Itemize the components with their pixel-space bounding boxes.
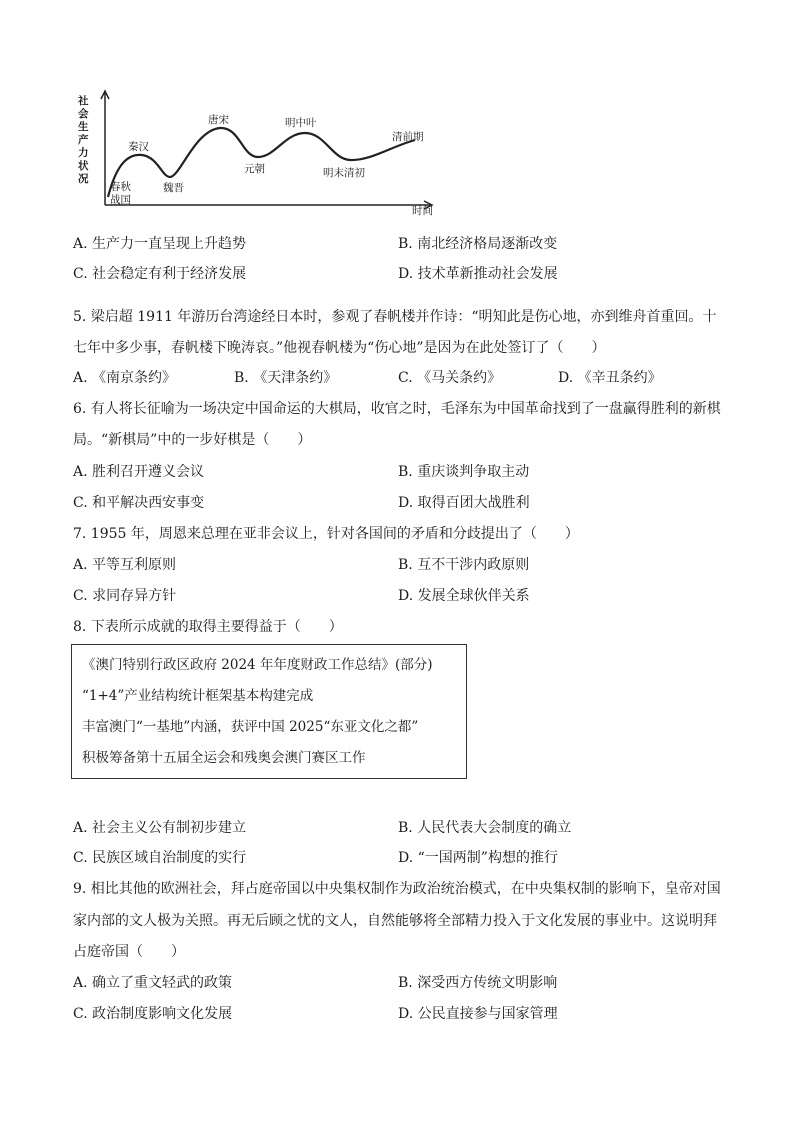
q7-option-b[interactable]: B. 互不干涉内政原则 [398, 557, 530, 573]
q8-option-d[interactable]: D. “一国两制”构想的推行 [398, 850, 558, 866]
label-qingqianqi: 清前期 [392, 131, 424, 143]
q8-stem-line1: 8. 下表所示成就的取得主要得益于（ ） [73, 619, 343, 635]
productivity-chart [70, 85, 450, 220]
q7-option-c[interactable]: C. 求同存异方针 [73, 588, 177, 604]
label-zhanguo: 战国 [110, 194, 131, 206]
q9-option-a[interactable]: A. 确立了重文轻武的政策 [73, 975, 233, 991]
q9-stem-line1: 9. 相比其他的欧洲社会，拜占庭帝国以中央集权制作为政治统治模式，在中央集权制的影响下，皇帝对国 [73, 881, 721, 897]
q4-option-b[interactable]: B. 南北经济格局逐渐改变 [398, 236, 558, 252]
q5-option-a[interactable]: A. 《南京条约》 [73, 370, 177, 386]
q8-option-a[interactable]: A. 社会主义公有制初步建立 [73, 820, 247, 836]
q8-option-b[interactable]: B. 人民代表大会制度的确立 [398, 820, 572, 836]
q4-option-a[interactable]: A. 生产力一直呈现上升趋势 [73, 236, 247, 252]
q8-table-row: 积极筹备第十五届全运会和残奥会澳门赛区工作 [82, 750, 366, 766]
q7-option-a[interactable]: A. 平等互利原则 [73, 557, 177, 573]
q4-option-d[interactable]: D. 技术革新推动社会发展 [398, 266, 558, 282]
label-weijin: 魏晋 [163, 182, 184, 194]
label-tangsong: 唐宋 [208, 114, 229, 126]
chart-xlabel: 时间 [412, 205, 433, 217]
ylabel-char: 状 [78, 160, 89, 172]
label-mingmoqingchu: 明末清初 [323, 167, 365, 179]
q5-stem-line2: 七年中多少事，春帆楼下晚涛哀。”他视春帆楼为“伤心地”是因为在此处签订了（ ） [73, 340, 606, 356]
q6-option-b[interactable]: B. 重庆谈判争取主动 [398, 464, 530, 480]
q7-stem-line1: 7. 1955 年，周恩来总理在亚非会议上，针对各国间的矛盾和分歧提出了（ ） [73, 526, 579, 542]
q5-stem-line1: 5. 梁启超 1911 年游历台湾途经日本时，参观了春帆楼并作诗：“明知此是伤心地，亦到维舟首重回。十 [73, 309, 717, 325]
label-yuanchao: 元朝 [244, 163, 265, 175]
ylabel-char: 生 [78, 121, 89, 133]
q6-option-c[interactable]: C. 和平解决西安事变 [73, 495, 205, 511]
label-qinhan: 秦汉 [128, 141, 149, 153]
q6-stem-line1: 6. 有人将长征喻为一场决定中国命运的大棋局，收官之时，毛泽东为中国革命找到了一盘赢得胜利的新棋 [73, 401, 721, 417]
q8-table-row: 丰富澳门“一基地”内涵，获评中国 2025“东亚文化之都” [82, 719, 419, 735]
q6-stem-line2: 局。“新棋局”中的一步好棋是（ ） [73, 432, 312, 448]
q8-table-row: “1+4”产业结构统计框架基本构建完成 [82, 688, 314, 704]
q9-option-d[interactable]: D. 公民直接参与国家管理 [398, 1006, 558, 1022]
q8-table-title: 《澳门特别行政区政府 2024 年年度财政工作总结》(部分) [82, 657, 433, 673]
q7-option-d[interactable]: D. 发展全球伙伴关系 [398, 588, 530, 604]
q9-option-b[interactable]: B. 深受西方传统文明影响 [398, 975, 558, 991]
ylabel-char: 社 [78, 95, 89, 107]
q5-option-d[interactable]: D. 《辛丑条约》 [558, 370, 662, 386]
label-chunqiu: 春秋 [110, 181, 131, 193]
q6-option-a[interactable]: A. 胜利召开遵义会议 [73, 464, 205, 480]
q9-stem-line3: 占庭帝国（ ） [73, 944, 185, 960]
chart-ylabel [78, 95, 90, 186]
ylabel-char: 况 [78, 173, 89, 185]
q9-stem-line2: 家内部的文人极为关照。再无后顾之忧的文人，自然能够将全部精力投入于文化发展的事业中。这说明拜 [73, 913, 717, 929]
q4-option-c[interactable]: C. 社会稳定有利于经济发展 [73, 266, 247, 282]
label-mingzhongye: 明中叶 [285, 117, 317, 129]
q6-option-d[interactable]: D. 取得百团大战胜利 [398, 495, 530, 511]
q5-option-c[interactable]: C. 《马关条约》 [398, 370, 502, 386]
q8-table-box [71, 644, 467, 779]
ylabel-char: 产 [78, 134, 89, 146]
ylabel-char: 会 [78, 108, 89, 120]
q5-option-b[interactable]: B. 《天津条约》 [234, 370, 338, 386]
q8-option-c[interactable]: C. 民族区域自治制度的实行 [73, 850, 247, 866]
q9-option-c[interactable]: C. 政治制度影响文化发展 [73, 1006, 233, 1022]
ylabel-char: 力 [78, 147, 89, 159]
